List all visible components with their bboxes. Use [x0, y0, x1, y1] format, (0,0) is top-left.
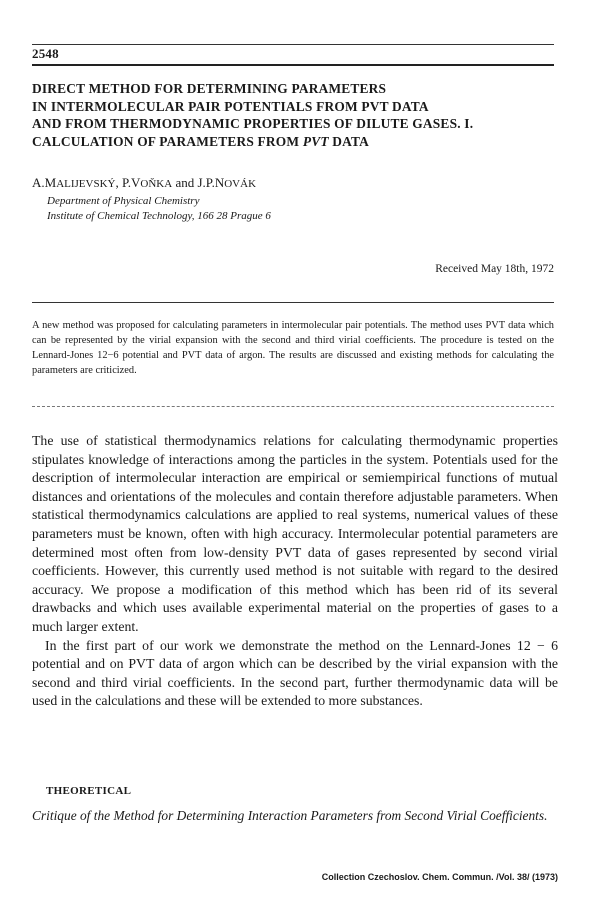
- body-text: [32, 432, 558, 711]
- page-number: 2548: [32, 46, 59, 61]
- institute: Institute of Chemical Technology, 166 28 Prague 6: [47, 210, 271, 222]
- title-pvt: PVT: [302, 133, 329, 149]
- top-rule: [32, 44, 554, 45]
- paper-title: [32, 80, 572, 150]
- title-line: IN INTERMOLECULAR PAIR POTENTIALS FROM PVT DATA: [32, 98, 429, 114]
- abstract-top-rule: [32, 302, 554, 303]
- title-line: CALCULATION OF PARAMETERS FROM PVT DATA: [32, 133, 370, 149]
- section-heading: THEORETICAL: [46, 785, 132, 797]
- title-line: AND FROM THERMODYNAMIC PROPERTIES OF DILUTE GASES. I.: [32, 116, 474, 131]
- affiliation: [47, 194, 271, 224]
- header-rule: [32, 64, 554, 66]
- paragraph: The use of statistical thermodynamics relations for calculating thermodynamic properties stipulates knowledge of interactions among the particles in the system. Potentials used for the description of intermolecular interaction are empirical or semiempirical functions of mutual distances and orientations of the molecules and contain therefore adjustable parameters. When statistical thermodynamics calculations are applied to real systems, numerical values of these parameters must be known, often with high accuracy. Intermolecular potential parameters are determined most often from low-density PVT data of gases represented by second virial coefficients. However, this currently used method is not suitable with regard to the desired accuracy. We propose a modification of this method which has been rid of its several drawbacks and which uses available experimental material on the properties of gases to a much larger extent.: [32, 433, 558, 634]
- abstract-bottom-rule: [32, 406, 554, 407]
- department: Department of Physical Chemistry: [47, 195, 200, 207]
- footer-citation: Collection Czechoslov. Chem. Commun. /Vol. 38/ (1973): [321, 872, 558, 882]
- paragraph: In the first part of our work we demonstrate the method on the Lennard-Jones 12 − 6 potential and on PVT data of argon which can be described by the virial expansion with the second and third virial coefficients. In the second part, further thermodynamic data will be used in the calculations and these will be extended to more substances.: [32, 637, 558, 709]
- abstract: A new method was proposed for calculating parameters in intermolecular pair potentials. The method uses PVT data which can be represented by the virial expansion with the second and third virial coefficients. The procedure is tested on the Lennard-Jones 12−6 potential and PVT data of argon. The results are discussed and existing methods for calculating the parameters are criticized.: [32, 320, 554, 376]
- title-line: DIRECT METHOD FOR DETERMINING PARAMETERS: [32, 81, 387, 96]
- authors: A.MALIJEVSKÝ, P.VOŇKA and J.P.NOVÁK: [32, 175, 257, 190]
- received-date: Received May 18th, 1972: [435, 263, 554, 275]
- subsection-heading: Critique of the Method for Determining Interaction Parameters from Second Virial Coefficients.: [32, 808, 548, 823]
